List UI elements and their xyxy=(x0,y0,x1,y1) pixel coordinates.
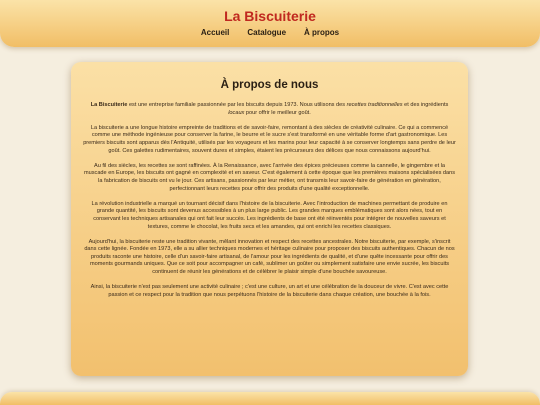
nav-link-accueil[interactable]: Accueil xyxy=(200,28,230,37)
about-paragraph-renaissance: Au fil des siècles, les recettes se sont raffinées. À la Renaissance, avec l'arrivée des épices précieuses comme la cannelle, le gingembre et la muscade en Europe, les biscuits ont gagné en complexité et en saveur. C'est également à cette époque que les premières maisons spécialisées dans la fabrication de biscuits ont vu le jour. Ces artisans, passionnés par leur métier, ont transmis leur savoir-faire de génération en génération, perfectionnant leurs recettes pour offrir des produits d'une qualité exceptionnelle. xyxy=(83,162,456,192)
about-paragraph-industrial: La révolution industrielle a marqué un tournant décisif dans l'histoire de la biscuiterie. Avec l'introduction de machines permettant de produire en grande quantité, les biscuits sont devenus accessibles à un plus large public. Les grandes marques emblématiques sont alors nées, tout en conservant les techniques artisanales qui ont fait leur succès. Les ingrédients de base ont été réinventés pour intégrer de nouvelles saveurs et textures, comme le chocolat, les fruits secs et les amandes, qui ont enrichi les recettes classiques. xyxy=(91,200,448,230)
site-header xyxy=(0,0,540,47)
intro-text-2: et des ingrédients xyxy=(402,102,449,108)
intro-text-3: pour offrir le meilleur goût. xyxy=(244,109,311,116)
intro-emphasis-2: locaux xyxy=(228,109,245,116)
brand-name: La Biscuiterie xyxy=(90,102,128,108)
about-title: À propos de nous xyxy=(220,79,319,91)
site-footer xyxy=(0,392,540,405)
about-paragraph-history: La biscuiterie a une longue histoire empreinte de traditions et de savoir-faire, remontant à des siècles de créativité culinaire. Ce qui a commencé comme une méthode ingénieuse pour conserver la farine, le beurre et le sucre s'est transformé en une véritable forme d'art gastronomique. Les premiers biscuits sont apparus dès l'Antiquité, utilisés par les voyageurs et les marins pour leur capacité à se conserver longtemps sans perdre de leur goût. Ces galettes rudimentaires, souvent dures et simples, étaient les précurseurs des délices que nous connaissons aujourd'hui. xyxy=(83,124,456,154)
site-title[interactable]: La Biscuiterie xyxy=(224,8,316,24)
about-paragraph-today: Aujourd'hui, la biscuiterie reste une tradition vivante, mêlant innovation et respect des recettes ancestrales. Notre biscuiterie, par exemple, s'inscrit dans cette lignée. Fondée en 1973, elle a su allier techniques modernes et héritage culinaire pour proposer des biscuits authentiques. Chacun de nos produits raconte une histoire, celle d'un savoir-faire artisanal, de l'amour pour les ingrédients de qualité, et d'une quête incessante pour offrir des moments gourmands uniques. Que ce soit pour accompagner un café, sublimer un goûter ou simplement satisfaire une envie sucrée, les biscuits continuent de réunir les générations et de célébrer le plaisir simple d'une bouchée savoureuse. xyxy=(84,238,455,276)
main-nav xyxy=(0,28,540,37)
about-paragraph-conclusion: Ainsi, la biscuiterie n'est pas seulement une activité culinaire ; c'est une culture, un art et une célébration de la douceur de vivre. C'est avec cette passion et ce respect pour la tradition que nous perpétuons l'histoire de la biscuiterie dans chaque création, une bouchée à la fois. xyxy=(90,284,449,298)
intro-text-1: est une entreprise familiale passionnée par les biscuits depuis 1973. Nous utilisons des xyxy=(127,102,347,108)
about-intro-paragraph xyxy=(83,102,456,117)
about-card xyxy=(71,62,468,376)
intro-emphasis-1: recettes traditionnelles xyxy=(346,102,403,108)
nav-link-catalogue[interactable]: Catalogue xyxy=(247,28,287,37)
nav-link-a-propos[interactable]: À propos xyxy=(304,28,340,37)
